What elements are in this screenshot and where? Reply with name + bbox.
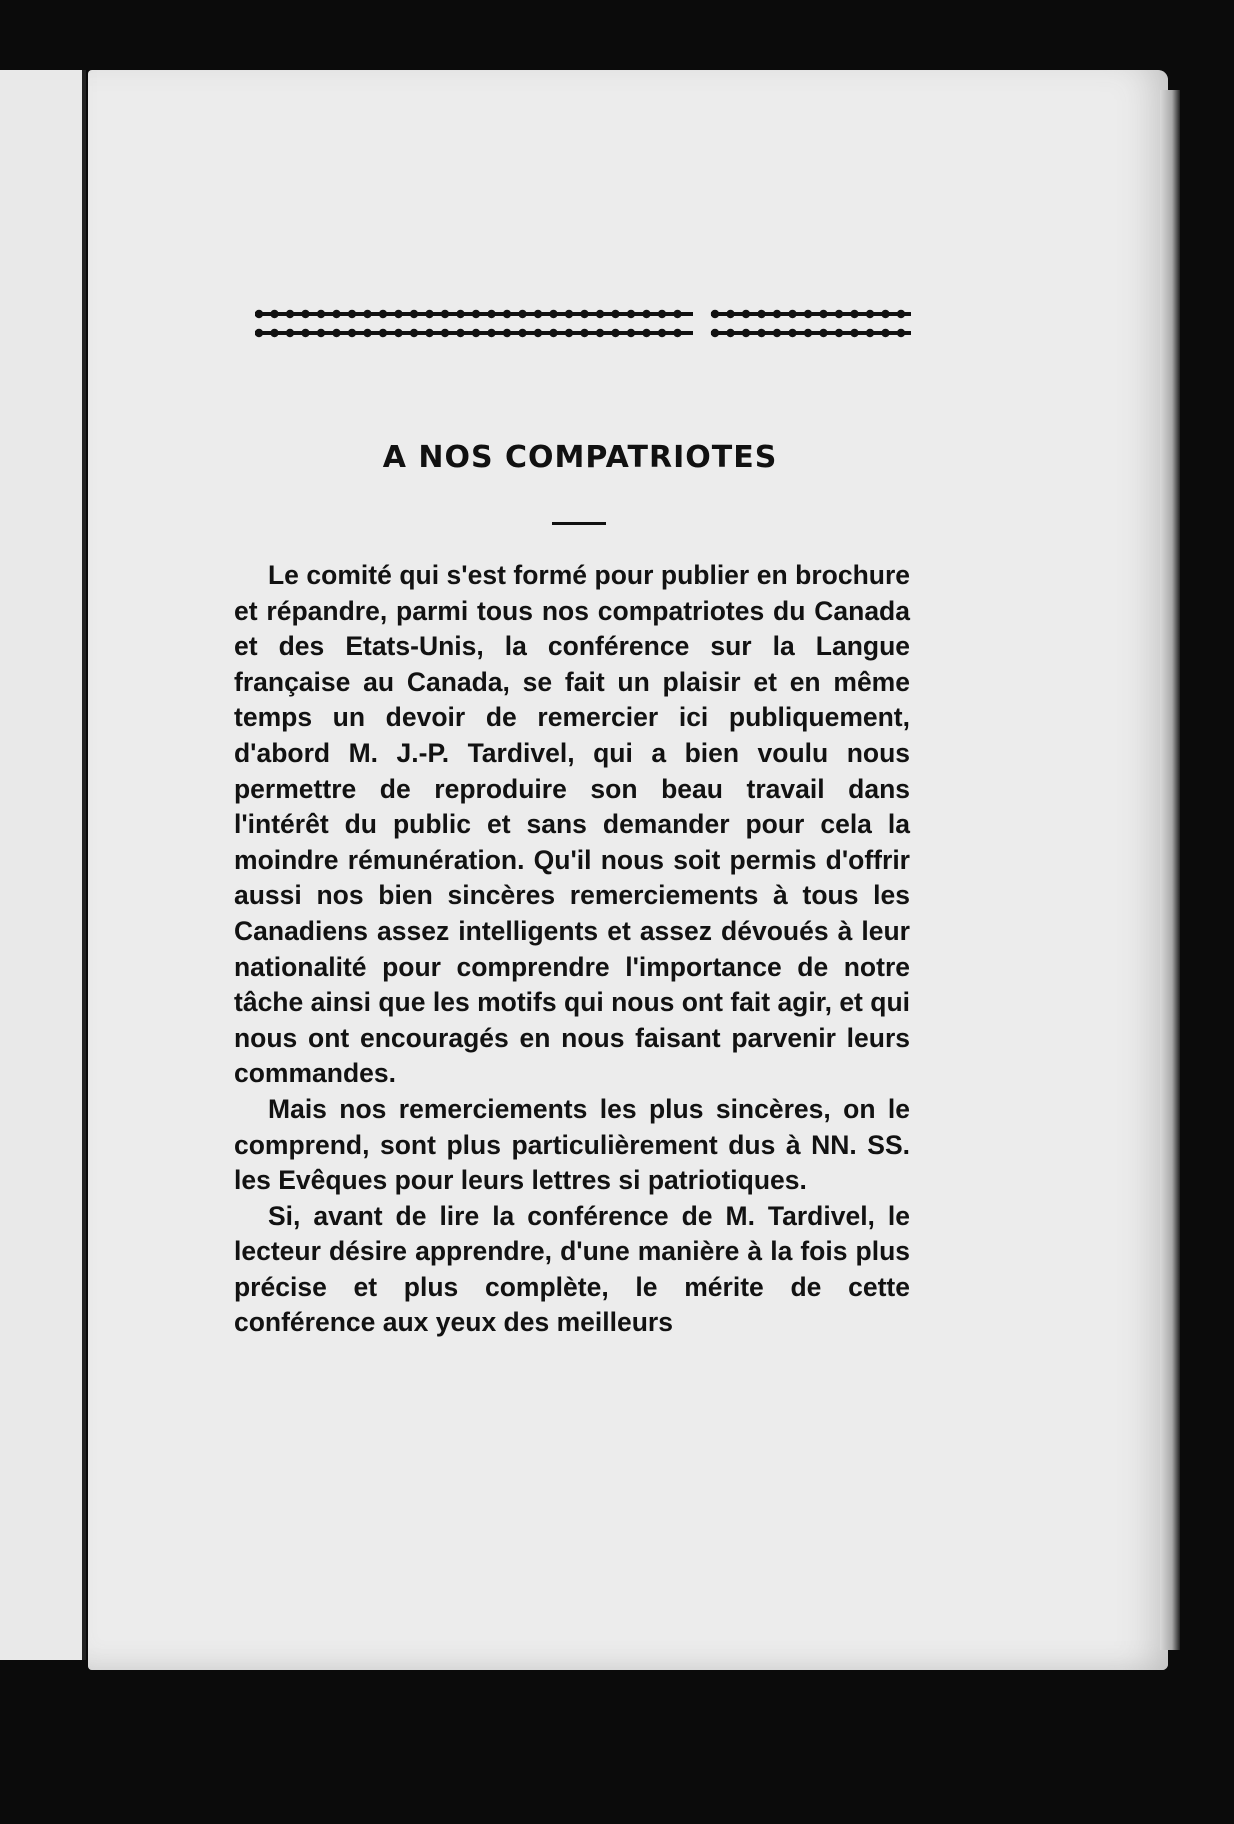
paragraph: Si, avant de lire la conférence de M. Tardivel, le lecteur désire apprendre, d'une manière à la fois plus précise et plus complète, le mérite de cette conférence aux yeux des meilleurs	[234, 1200, 910, 1338]
title-rule	[552, 522, 606, 525]
decorative-ornament-border	[255, 304, 911, 344]
paragraph: Le comité qui s'est formé pour publier en brochure et répandre, parmi tous nos compatriotes du Canada et des Etats-Unis, la conférence sur la Langue française au Canada, se fait un plaisir et en même temps un devoir de remercier ici publiquement, d'abord M. J.-P. Tardivel, qui a bien voulu nous permettre de reproduire son beau travail dans l'intérêt du public et sans demander pour cela la moindre rémunération. Qu'il nous soit permis d'offrir aussi nos bien sincères remerciements à tous les Canadiens assez intelligents et assez dévoués à leur nationalité pour comprendre l'importance de notre tâche ainsi que les motifs qui nous ont fait agir, et qui nous ont encouragés en nous faisant parvenir leurs commandes.	[234, 560, 910, 1089]
previous-page-edge	[0, 70, 86, 1660]
page-edge-shadow	[1160, 90, 1180, 1650]
page-title: A NOS COMPATRIOTES	[382, 440, 778, 475]
body-text	[234, 558, 910, 1341]
paragraph: Mais nos remerciements les plus sincères, on le comprend, sont plus particulièrement dus à NN. SS. les Evêques pour leurs lettres si patriotiques.	[234, 1093, 910, 1196]
